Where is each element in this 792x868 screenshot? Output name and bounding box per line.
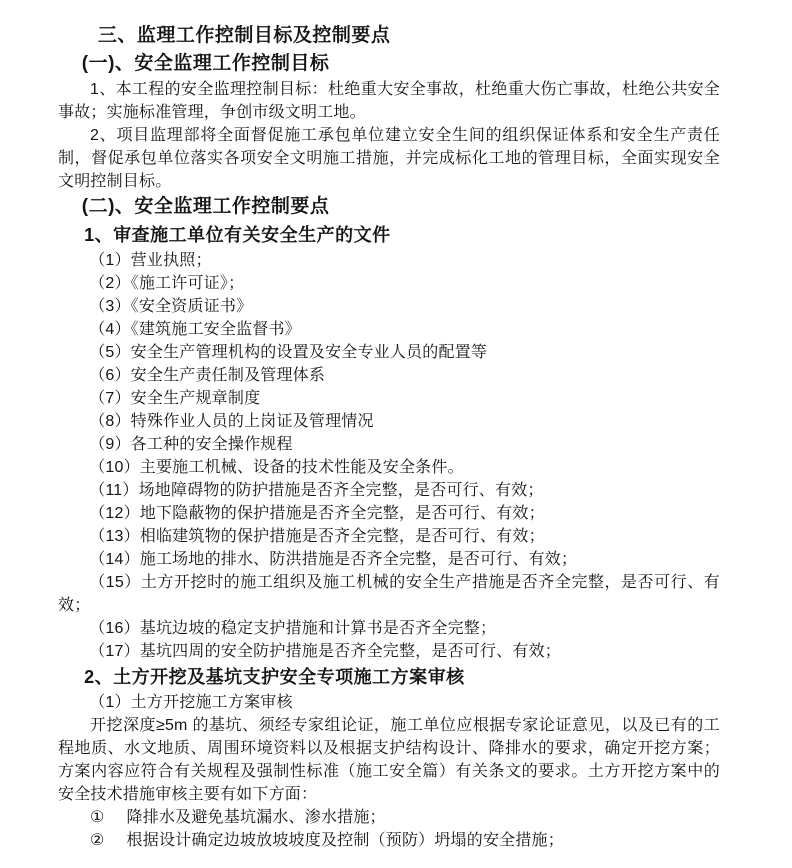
list-item: （2）《施工许可证》； — [89, 275, 245, 292]
subsection1-heading: 1、审查施工单位有关安全生产的文件 — [84, 225, 391, 245]
section2-heading: (二)、安全监理工作控制要点 — [81, 196, 330, 217]
circled-item-text: 根据设计确定边坡放坡坡度及控制（预防）坍塌的安全措施； — [126, 832, 564, 849]
circled-number-marker: ② — [90, 832, 105, 849]
list-item: （7）安全生产规章制度 — [89, 390, 261, 407]
list-item: （10）主要施工机械、设备的技术性能及安全条件。 — [89, 459, 464, 476]
list-item: （13）相临建筑物的保护措施是否齐全完整，是否可行、有效； — [89, 528, 545, 545]
list-item: （16）基坑边坡的稳定支护措施和计算书是否齐全完整； — [89, 620, 497, 637]
circled-list-item — [58, 829, 720, 852]
list-item: （1）土方开挖施工方案审核 — [89, 694, 293, 711]
list-item: （11）场地障碍物的防护措施是否齐全完整，是否可行、有效； — [89, 482, 544, 499]
list-item: （14）施工场地的排水、防洪措施是否齐全完整，是否可行、有效； — [89, 551, 578, 568]
list-item: （17）基坑四周的安全防护措施是否齐全完整，是否可行、有效； — [89, 643, 561, 660]
subsection2-heading: 2、土方开挖及基坑支护安全专项施工方案审核 — [84, 667, 465, 687]
doc-content — [58, 22, 720, 852]
list-item: （4）《建筑施工安全监督书》 — [89, 321, 301, 338]
paragraph: 1、本工程的安全监理控制目标：杜绝重大安全事故，杜绝重大伤亡事故，杜绝公共安全事故；实施标准管理，争创市级文明工地。 — [58, 81, 720, 121]
list-item: （12）地下隐蔽物的保护措施是否齐全完整，是否可行、有效； — [89, 505, 545, 522]
list-item: （6）安全生产责任制及管理体系 — [89, 367, 326, 384]
section1-heading: (一)、安全监理工作控制目标 — [81, 53, 330, 74]
list-item: （5）安全生产管理机构的设置及安全专业人员的配置等 — [89, 344, 488, 361]
list-item: （9）各工种的安全操作规程 — [89, 436, 293, 453]
circled-list-item — [58, 806, 720, 829]
list-item: （3）《安全资质证书》 — [89, 298, 253, 315]
list-item: （8）特殊作业人员的上岗证及管理情况 — [89, 413, 374, 430]
paragraph: 开挖深度≥5m 的基坑、须经专家组论证，施工单位应根据专家论证意见，以及已有的工程地质、水文地质、周围环境资料以及根据支护结构设计、降排水的要求，确定开挖方案；方案内容应符合有关规程及强制性标准（施工安全篇）有关条文的要求。土方开挖方案中的安全技术措施审核主要有如下方面： — [58, 717, 720, 803]
list-item: （15）土方开挖时的施工组织及施工机械的安全生产措施是否齐全完整，是否可行、有效； — [58, 574, 720, 614]
circled-number-marker: ① — [90, 809, 105, 826]
main-heading: 三、监理工作控制目标及控制要点 — [97, 25, 391, 46]
paragraph: 2、项目监理部将全面督促施工承包单位建立安全生间的组织保证体系和安全生产责任制，督促承包单位落实各项安全文明施工措施，并完成标化工地的管理目标，全面实现安全文明控制目标。 — [58, 127, 720, 190]
circled-item-text: 降排水及避免基坑漏水、渗水措施； — [126, 809, 386, 826]
list-item: （1）营业执照； — [89, 252, 212, 269]
